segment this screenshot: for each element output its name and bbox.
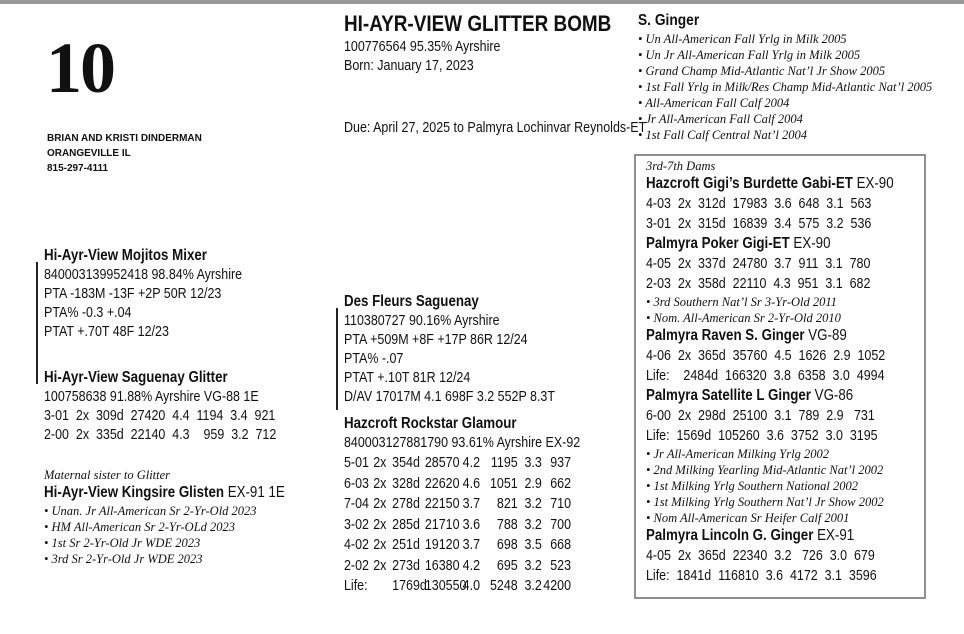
dam-record-cell: 2x — [373, 557, 387, 574]
gabi-record-1: 4-03 2x 312d 17983 3.6 648 3.1 563 — [646, 196, 872, 212]
dam-record-cell: 937 — [550, 455, 572, 471]
dam-record-cell: 6-03 — [344, 475, 369, 492]
lincoln-score: EX-91 — [813, 527, 855, 544]
ginger-honor-7: • 1st Fall Calf Central Nat’l 2004 — [638, 128, 807, 142]
sire-bracket — [36, 262, 38, 384]
dam-name: Hazcroft Rockstar Glamour — [344, 415, 517, 432]
consignor-phone: 815-297-4111 — [47, 162, 109, 174]
ginger-honor-1: • Un All-American Fall Yrlg in Milk 2005 — [638, 32, 847, 46]
dam-record-cell: 788 — [496, 516, 518, 533]
dam-record-row — [344, 474, 580, 495]
dam-record-cell: 19120 — [424, 537, 460, 553]
dam-record-cell: 821 — [496, 496, 518, 512]
ginger-name: S. Ginger — [638, 12, 700, 29]
dam-sire-line-2: PTA +509M +8F +17P 86R 12/24 — [344, 332, 528, 348]
dam-record-cell: 5-01 — [344, 455, 369, 471]
poker-record-1: 4-05 2x 337d 24780 3.7 911 3.1 780 — [646, 256, 871, 272]
dam-record-cell: 4.6 — [462, 475, 481, 492]
dam-record-cell: 354d — [392, 455, 420, 471]
dam-record-row — [344, 576, 580, 597]
satellite-record-2: Life: 1569d 105260 3.6 3752 3.0 3195 — [646, 428, 878, 444]
maternal-sister-caption: Maternal sister to Glitter — [44, 468, 171, 482]
sire-sire-line-4: PTAT +.70T 48F 12/23 — [44, 324, 169, 340]
dam-record-cell: 662 — [550, 475, 572, 492]
animal-born: Born: January 17, 2023 — [344, 58, 474, 74]
dam-sire-line-4: PTAT +.10T 81R 12/24 — [344, 370, 471, 386]
dam-record-row — [344, 515, 580, 536]
dam-record-cell: 328d — [392, 475, 420, 492]
sire-dam-name: Hi-Ayr-View Saguenay Glitter — [44, 369, 228, 386]
dam-sire — [344, 292, 555, 407]
ginger-honor-4: • 1st Fall Yrlg in Milk/Res Champ Mid-Atlantic Nat’l 2005 — [638, 80, 933, 94]
dam-record-row — [344, 494, 580, 515]
poker-name: Palmyra Poker Gigi-ET — [646, 235, 790, 252]
maternal-sister-score: EX-91 1E — [224, 484, 285, 501]
sire-sire-line-2: PTA -183M -13F +2P 50R 12/23 — [44, 286, 222, 302]
dam-record-cell: 3-02 — [344, 516, 369, 533]
dam-record-cell: 3.2 — [524, 516, 542, 533]
sire-sire-name: Hi-Ayr-View Mojitos Mixer — [44, 247, 207, 264]
dam-line-1: 840003127881790 93.61% Ayrshire EX-92 — [344, 435, 581, 451]
dam-record-cell: 4200 — [543, 578, 572, 594]
ginger-honor-3: • Grand Champ Mid-Atlantic Nat’l Jr Show 2005 — [638, 64, 886, 78]
animal-name: HI-AYR-VIEW GLITTER BOMB — [344, 11, 612, 36]
dam-record-cell: 16380 — [424, 557, 460, 574]
ginger-honor-6: • Jr All-American Fall Calf 2004 — [638, 112, 803, 126]
raven-record-2: Life: 2484d 166320 3.8 6358 3.0 4994 — [646, 368, 885, 384]
satellite-record-1: 6-00 2x 298d 25100 3.1 789 2.9 731 — [646, 408, 875, 424]
animal-due: Due: April 27, 2025 to Palmyra Lochinvar Reynolds-ET — [344, 120, 647, 136]
satellite-honor-5: • Nom All-American Sr Heifer Calf 2001 — [646, 511, 850, 525]
dam-record-cell: 2x — [373, 496, 387, 512]
dam-record-row — [344, 453, 580, 474]
dam-sire-line-1: 110380727 90.16% Ayrshire — [344, 313, 500, 329]
poker-honor-1: • 3rd Southern Nat’l Sr 3-Yr-Old 2011 — [646, 295, 837, 309]
dam-record-cell: 668 — [550, 537, 572, 553]
ginger-honor-5: • All-American Fall Calf 2004 — [638, 96, 790, 110]
consignor-city: ORANGEVILLE IL — [47, 147, 131, 159]
sire-dam-line-3: 2-00 2x 335d 22140 4.3 959 3.2 712 — [44, 427, 277, 443]
dam-record-cell: 130550 — [424, 578, 467, 594]
sire-dam-line-2: 3-01 2x 309d 27420 4.4 1194 3.4 921 — [44, 408, 276, 424]
dam-record-cell: 7-04 — [344, 496, 369, 512]
dam-record-cell: 1769d — [392, 578, 427, 594]
dam-record-cell: 5248 — [489, 578, 518, 594]
dam-bracket — [336, 308, 338, 410]
satellite-honor-3: • 1st Milking Yrlg Southern National 2002 — [646, 479, 859, 493]
dam-record-row — [344, 535, 580, 556]
sire-dam — [44, 368, 276, 445]
dams-box-content — [646, 158, 934, 586]
lot-number: 10 — [46, 28, 114, 108]
dam-record-cell: 3.7 — [462, 496, 481, 512]
raven-name: Palmyra Raven S. Ginger — [646, 327, 805, 344]
satellite-score: VG-86 — [810, 387, 854, 404]
dam-records-table — [344, 453, 580, 597]
consignor-name: BRIAN AND KRISTI DINDERMAN — [47, 132, 202, 144]
lincoln-record-2: Life: 1841d 116810 3.6 4172 3.1 3596 — [646, 568, 877, 584]
dam-sire-name: Des Fleurs Saguenay — [344, 293, 479, 310]
top-rule — [0, 0, 964, 4]
raven-record-1: 4-06 2x 365d 35760 4.5 1626 2.9 1052 — [646, 348, 886, 364]
dam-record-cell: 4.2 — [462, 557, 481, 574]
poker-honor-2: • Nom. All-American Sr 2-Yr-Old 2010 — [646, 311, 841, 325]
consignor-block — [47, 131, 202, 176]
maternal-sister-name: Hi-Ayr-View Kingsire Glisten — [44, 484, 225, 501]
maternal-sister-honor-1: • Unan. Jr All-American Sr 2-Yr-Old 2023 — [44, 504, 257, 518]
dam-record-cell: 2x — [373, 537, 387, 553]
dam-sire-line-5: D/AV 17017M 4.1 698F 3.2 552P 8.3T — [344, 389, 555, 405]
dam-record-cell: 3.2 — [524, 578, 542, 594]
sire-sire-line-3: PTA% -0.3 +.04 — [44, 305, 132, 321]
dam-record-cell: 700 — [550, 516, 572, 533]
dam-record-row — [344, 556, 580, 577]
satellite-honor-4: • 1st Milking Yrlg Southern Nat’l Jr Show 2002 — [646, 495, 884, 509]
maternal-sister-honor-2: • HM All-American Sr 2-Yr-OLd 2023 — [44, 520, 236, 534]
dam-record-cell: 3.5 — [524, 537, 542, 553]
dam-sire-line-3: PTA% -.07 — [344, 351, 404, 367]
satellite-honor-2: • 2nd Milking Yearling Mid-Atlantic Nat’l 2002 — [646, 463, 884, 477]
dam-record-cell: 2-02 — [344, 557, 369, 574]
dam-record-cell: 3.2 — [524, 557, 542, 574]
sire-sire — [44, 246, 242, 342]
animal-info — [344, 38, 500, 76]
poker-record-2: 2-03 2x 358d 22110 4.3 951 3.1 682 — [646, 276, 871, 292]
dam-record-cell: 1195 — [490, 455, 518, 471]
dam-record-cell: 2x — [373, 455, 387, 471]
dam-record-cell: 4.0 — [462, 578, 481, 594]
dam-record-cell: 278d — [392, 496, 420, 512]
raven-score: VG-89 — [804, 327, 847, 344]
dam — [344, 414, 580, 597]
dam-record-cell: 28570 — [424, 455, 460, 471]
maternal-sister — [44, 467, 324, 567]
dams-box-header: 3rd-7th Dams — [646, 159, 716, 173]
lincoln-record-1: 4-05 2x 365d 22340 3.2 726 3.0 679 — [646, 548, 875, 564]
dam-record-cell: 4.2 — [462, 455, 481, 471]
lincoln-name: Palmyra Lincoln G. Ginger — [646, 527, 814, 544]
sire-sire-line-1: 840003139952418 98.84% Ayrshire — [44, 267, 243, 283]
dam-record-cell: 710 — [550, 496, 572, 512]
dam-record-cell: 3.6 — [462, 516, 481, 533]
dam-record-cell: 4-02 — [344, 537, 369, 553]
dam-record-cell: 273d — [392, 557, 420, 574]
satellite-honor-1: • Jr All-American Milking Yrlg 2002 — [646, 447, 829, 461]
dam-record-cell: 2x — [373, 475, 387, 492]
dam-record-cell: 1051 — [489, 475, 518, 492]
dam-record-cell: 2x — [373, 516, 387, 533]
maternal-sister-honor-4: • 3rd Sr 2-Yr-Old Jr WDE 2023 — [44, 552, 203, 566]
gabi-name: Hazcroft Gigi’s Burdette Gabi-ET — [646, 175, 853, 192]
dam-record-cell: 251d — [392, 537, 420, 553]
dam-record-cell: 698 — [496, 537, 518, 553]
satellite-name: Palmyra Satellite L Ginger — [646, 387, 811, 404]
poker-score: EX-90 — [789, 235, 831, 252]
maternal-sister-honor-3: • 1st Sr 2-Yr-Old Jr WDE 2023 — [44, 536, 201, 550]
sire-dam-line-1: 100758638 91.88% Ayrshire VG-88 1E — [44, 389, 259, 405]
gabi-score: EX-90 — [852, 175, 894, 192]
dam-record-cell: 2.9 — [524, 475, 542, 492]
ginger-honor-2: • Un Jr All-American Fall Yrlg in Milk 2005 — [638, 48, 861, 62]
animal-registration: 100776564 95.35% Ayrshire — [344, 39, 501, 55]
dam-record-cell: 3.2 — [524, 496, 542, 512]
dam-record-cell: 22620 — [424, 475, 460, 492]
dam-record-cell: 3.7 — [462, 537, 481, 553]
dam-record-cell: Life: — [344, 578, 368, 594]
dam-record-cell: 21710 — [424, 516, 460, 533]
dam-record-cell: 695 — [496, 557, 518, 574]
ginger-block — [638, 11, 932, 143]
dam-record-cell: 22150 — [424, 496, 460, 512]
dam-record-cell: 285d — [392, 516, 420, 533]
dam-record-cell: 523 — [550, 557, 572, 574]
dam-record-cell: 3.3 — [524, 455, 542, 471]
gabi-record-2: 3-01 2x 315d 16839 3.4 575 3.2 536 — [646, 216, 872, 232]
